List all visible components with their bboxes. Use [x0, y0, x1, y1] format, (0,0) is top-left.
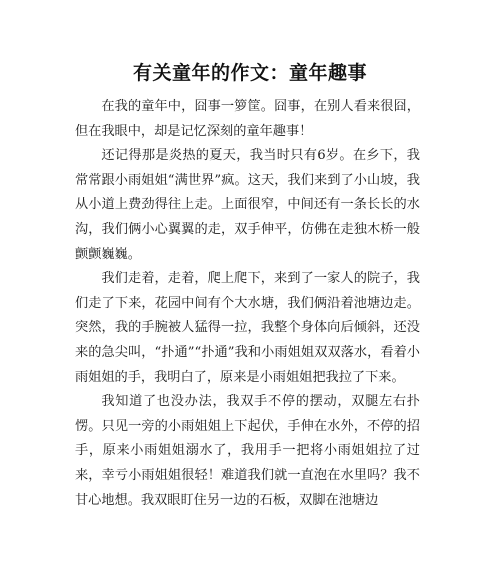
paragraph: 我知道了也没办法，我双手不停的摆动，双腿左右扑愣。只见一旁的小雨姐姐上下起伏，手伸在水外，不停的招手，原来小雨姐姐溺水了，我用手一把将小雨姐姐拉了过来，幸亏小雨姐姐很轻！难道我们就一直泡在水里吗？我不甘心地想。我双眼盯住另一边的石板，双脚在池塘边 — [75, 394, 420, 508]
paragraph: 还记得那是炎热的夏天，我当时只有6岁。在乡下，我常常跟小雨姐姐“满世界”疯。这天，我们来到了小山坡，我从小道上费劲得往上走。上面很窄，中间还有一条长长的水沟，我们俩小心翼翼的走，双手伸平，仿佛在走独木桥一般颤颤巍巍。 — [75, 148, 420, 262]
document-title: 有关童年的作文：童年趣事 — [132, 62, 367, 84]
paragraph: 我们走着，走着，爬上爬下，来到了一家人的院子，我们走了下来，花园中间有个大水塘，我们俩沿着池塘边走。突然，我的手腕被人猛得一拉，我整个身体向后倾斜，还没来的急尖叫，“扑通”“扑通”我和小雨姐姐双双落水，看着小雨姐姐的手，我明白了，原来是小雨姐姐把我拉了下来。 — [75, 271, 420, 385]
document-body — [75, 95, 420, 513]
paragraph: 在我的童年中，囧事一箩筐。囧事，在别人看来很囧，但在我眼中，却是记忆深刻的童年趣事！ — [75, 99, 420, 139]
